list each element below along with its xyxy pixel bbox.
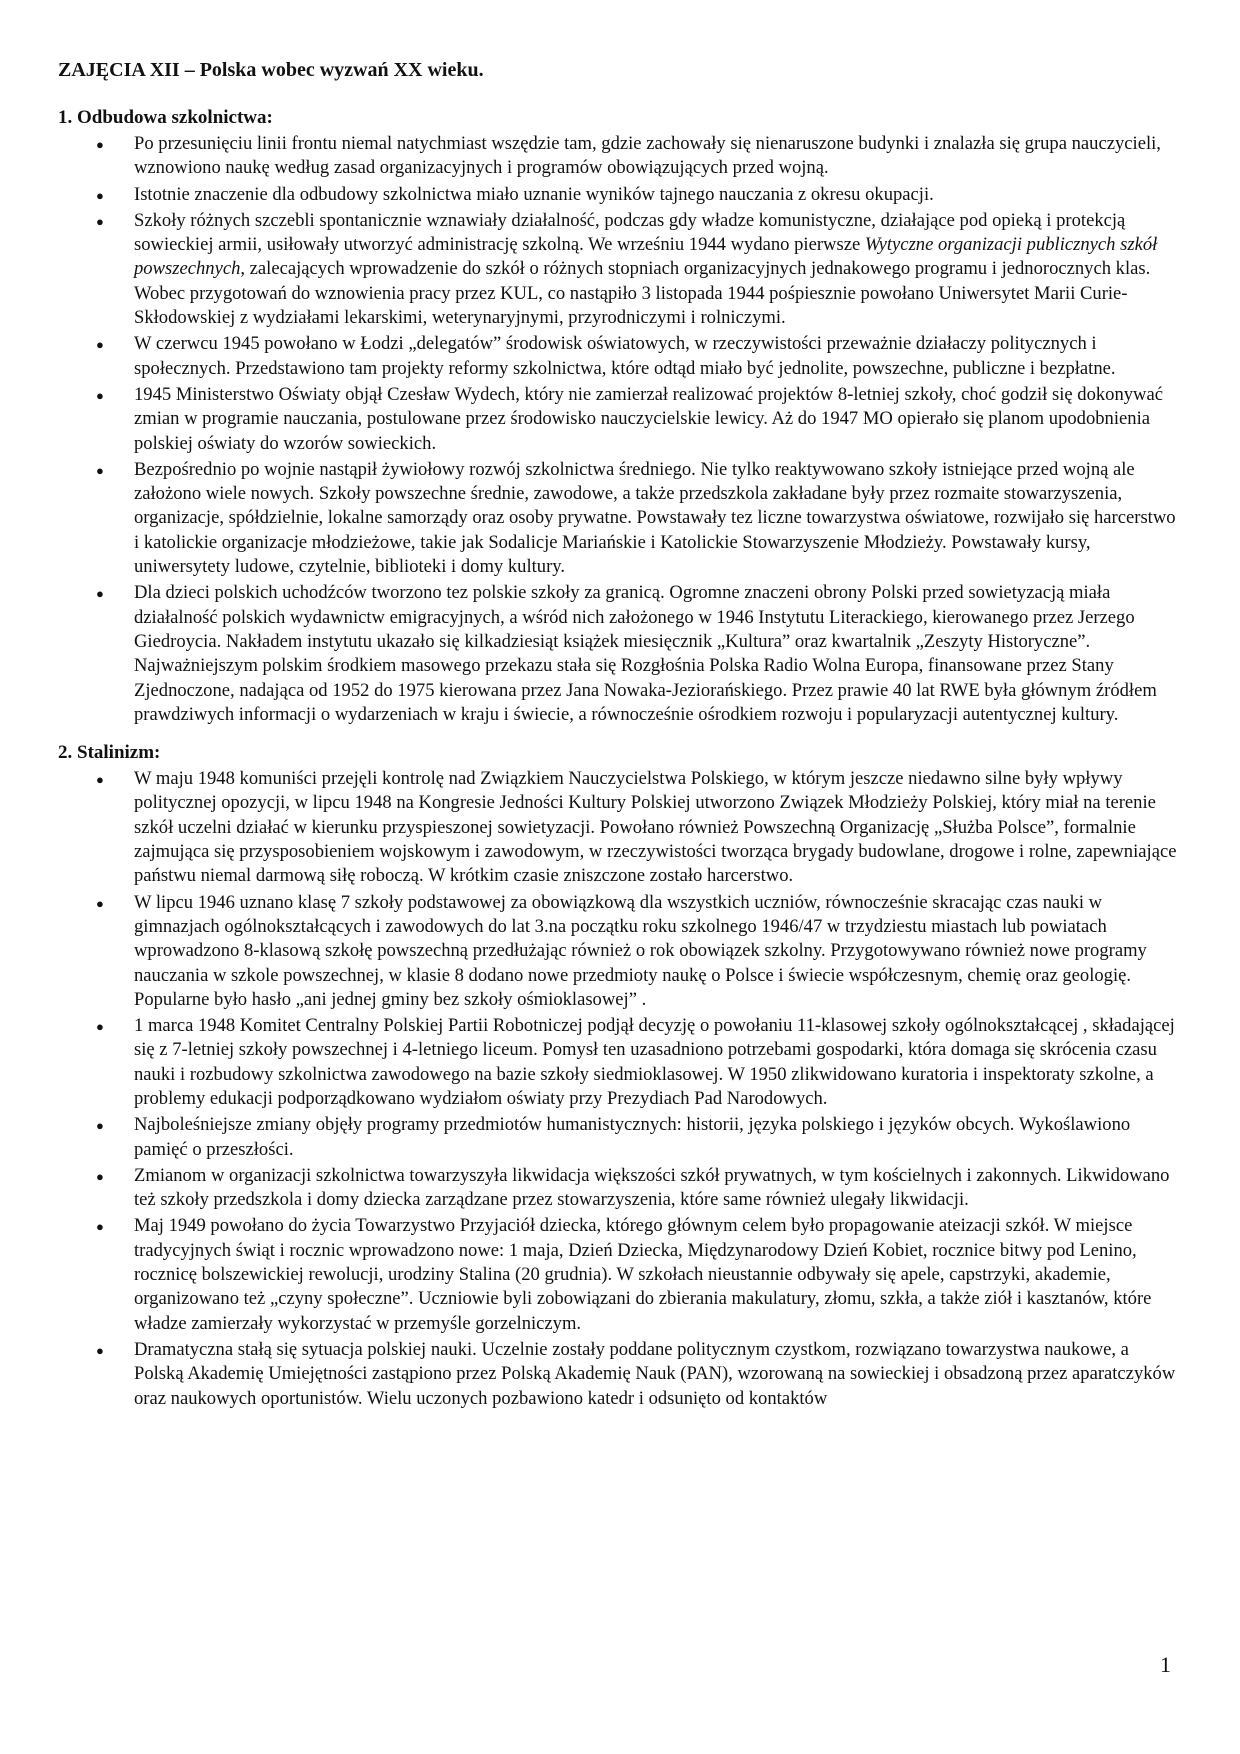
bullet-icon: ●: [96, 1342, 104, 1358]
bullet-icon: ●: [96, 462, 104, 478]
list-item-text: W czerwcu 1945 powołano w Łodzi „delegatów” środowisk oświatowych, w rzeczywistości przeważnie działaczy politycznych i społecznych. Przedstawiono tam projekty reformy szkolnictwa, które odtąd miało być jednolite, powszechne, publiczne i bezpłatne.: [134, 333, 1116, 379]
list-item: [58, 332, 1183, 381]
list-item: [58, 383, 1183, 456]
list-item: [58, 1164, 1183, 1213]
bullet-list: [58, 767, 1183, 1411]
bullet-icon: ●: [96, 1168, 104, 1184]
list-item: [58, 458, 1183, 579]
list-item: [58, 1113, 1183, 1162]
bullet-icon: ●: [96, 586, 104, 602]
section-heading: 2. Stalinizm:: [58, 742, 161, 764]
list-item: [58, 1338, 1183, 1411]
section-heading: 1. Odbudowa szkolnictwa:: [58, 107, 273, 128]
bullet-icon: ●: [96, 337, 104, 353]
document-title: ZAJĘCIA XII – Polska wobec wyzwań XX wieku.: [58, 59, 484, 81]
list-item: [58, 581, 1183, 727]
list-item-text: W maju 1948 komuniści przejęli kontrolę nad Związkiem Nauczycielstwa Polskiego, w którym jeszcze niedawno silne były wpływy politycznej opozycji, w lipcu 1948 na Kongresie Jedności Kultury Polskiej utworzono Związek Młodzieży Polskiej, który miał na terenie szkół uczelni działać w kierunku przyspieszonej sowietyzacji. Powołano również Powszechną Organizację „Służba Polsce”, formalnie zajmująca się przysposobieniem wojskowym i zawodowym, w rzeczywistości tworząca brygady budowlane, drogowe i rolne, zapewniające państwu niemal darmową siłę roboczą. W krótkim czasie zniszczone zostało harcerstwo.: [134, 768, 1177, 887]
list-item-text: Dramatyczna stałą się sytuacja polskiej nauki. Uczelnie zostały poddane politycznym czystkom, rozwiązano towarzystwa naukowe, a Polską Akademię Umiejętności zastąpiono przez Polską Akademię Nauk (PAN), wzorowaną na sowieckiej i obsadzoną przez aparatczyków oraz naukowych oportunistów. Wielu uczonych pozbawiono katedr i odsunięto od kontaktów: [134, 1338, 1176, 1409]
bullet-icon: ●: [96, 387, 104, 403]
list-item: [58, 209, 1183, 330]
bullet-icon: ●: [96, 187, 104, 203]
bullet-icon: ●: [96, 213, 104, 229]
list-item-text: , zalecających wprowadzenie do szkół o różnych stopniach organizacyjnych jednakowego programu i jednorocznych klas. Wobec przygotowań do wznowienia pracy przez KUL, co nastąpiło 3 listopada 1944 pośpiesznie powołano Uniwersytet Marii Curie-Skłodowskiej z wydziałami lekarskimi, weterynaryjnymi, przyrodniczymi i rolniczymi.: [134, 258, 1151, 329]
bullet-icon: ●: [96, 1118, 104, 1134]
bullet-icon: ●: [96, 137, 104, 152]
document-page: [58, 58, 1183, 1411]
list-item-text: Szkoły różnych szczebli spontanicznie wznawiały działalność, podczas gdy władze komunistyczne, działające pod opieką i protekcją sowieckiej armii, usiłowały utworzyć administrację szkolną. We wrześniu 1944 wydano pierwsze: [134, 209, 1126, 256]
bullet-icon: ●: [96, 1019, 104, 1035]
list-item: [58, 1214, 1183, 1335]
list-item-text: 1 marca 1948 Komitet Centralny Polskiej Partii Robotniczej podjął decyzję o powołaniu 11-klasowej szkoły ogólnokształcącej , składającej się z 7-letniej szkoły powszechnej i 4-letniego liceum. Pomysł ten uzasadniono potrzebami gospodarki, która domaga się skrócenia czasu nauki i rozbudowy szkolnictwa zawodowego na bazie szkoły siedmioklasowej. W 1950 zlikwidowano kuratoria i inspektoraty szkolne, a problemy edukacji podporządkowano wydziałom oświaty przy Prezydiach Pad Narodowych.: [134, 1015, 1175, 1109]
bullet-list: [58, 132, 1183, 727]
italic-document-title: Wytyczne organizacji publicznych szkół powszechnych: [134, 234, 1158, 280]
bullet-icon: ●: [96, 1219, 104, 1235]
bullet-icon: ●: [96, 772, 104, 788]
bullet-icon: ●: [96, 895, 104, 911]
page-number: 1: [1160, 1652, 1171, 1677]
list-item: [58, 767, 1183, 888]
list-item-text: Po przesunięciu linii frontu niemal natychmiast wszędzie tam, gdzie zachowały się nienaruszone budynki i znalazła się grupa nauczycieli, wznowiono naukę według zasad organizacyjnych i programów obowiązujących przed wojną.: [134, 133, 1161, 179]
list-item-text: Najboleśniejsze zmiany objęły programy przedmiotów humanistycznych: historii, języka polskiego i języków obcych. Wykoślawiono pamięć o przeszłości.: [134, 1114, 1131, 1160]
list-item-text: 1945 Ministerstwo Oświaty objął Czesław Wydech, który nie zamierzał realizować projektów 8-letniej szkoły, choć godził się dokonywać zmian w programie nauczania, postulowane przez środowisko nauczycielskie lewicy. Aż do 1947 MO opierało się planom upodobnienia polskiej oświaty do wzorów sowieckich.: [134, 383, 1163, 454]
list-item-text: Maj 1949 powołano do życia Towarzystwo Przyjaciół dziecka, którego głównym celem było propagowanie ateizacji szkół. W miejsce tradycyjnych świąt i rocznic wprowadzono nowe: 1 maja, Dzień Dziecka, Międzynarodowy Dzień Kobiet, rocznice bitwy pod Lenino, rocznicę bolszewickiej rewolucji, urodziny Stalina (20 grudnia). W szkołach nieustannie odbywały się apele, capstrzyki, akademie, organizowano też „czyny społeczne”. Uczniowie byli zobowiązani do zbierania makulatury, złomu, szkła, a także ziół i kasztanów, które władze zamierzały wykorzystać w przemyśle gorzelniczym.: [134, 1215, 1152, 1334]
list-item: [58, 1014, 1183, 1111]
list-item-text: Dla dzieci polskich uchodźców tworzono tez polskie szkoły za granicą. Ogromne znaczeni obrony Polski przed sowietyzacją miała działalność polskich wydawnictw emigracyjnych, a wśród nich założonego w 1946 Instytutu Literackiego, kierowanego przez Jerzego Giedroycia. Nakładem instytutu ukazało się kilkadziesiąt książek miesięcznik „Kultura” oraz kwartalnik „Zeszyty Historyczne”. Najważniejszym polskim środkiem masowego przekazu stała się Rozgłośnia Polska Radio Wolna Europa, finansowane przez Stany Zjednoczone, nadająca od 1952 do 1975 kierowana przez Jana Nowaka-Jeziorańskiego. Przez prawie 40 lat RWE była głównym źródłem prawdziwych informacji o wydarzeniach w kraju i świecie, a równocześnie ośrodkiem rozwoju i popularyzacji autentycznej kultury.: [134, 582, 1157, 725]
list-item-text: W lipcu 1946 uznano klasę 7 szkoły podstawowej za obowiązkową dla wszystkich uczniów, równocześnie skracając czas nauki w gimnazjach ogólnokształcących i zawodowych do lat 3.na początku roku szkolnego 1946/47 w trzydziestu miastach lub powiatach wprowadzono 8-klasową szkołę powszechną przedłużając również o rok obowiązek szkolny. Przygotowywano również nowe programy nauczania w szkole powszechnej, w klasie 8 dodano nowe przedmioty naukę o Polsce i świecie współczesnym, chemię oraz geologię. Popularne było hasło „ani jednej gminy bez szkoły ośmioklasowej” .: [134, 891, 1147, 1010]
list-item: [58, 183, 1183, 207]
list-item-text: Zmianom w organizacji szkolnictwa towarzyszyła likwidacja większości szkół prywatnych, w tym kościelnych i zakonnych. Likwidowano też szkoły przedszkola i domy dziecka zarządzane przez stowarzyszenia, które same również ulegały likwidacji.: [134, 1164, 1170, 1211]
list-item: [58, 132, 1183, 181]
list-item-text: Bezpośrednio po wojnie nastąpił żywiołowy rozwój szkolnictwa średniego. Nie tylko reaktywowano szkoły istniejące przed wojną ale założono wiele nowych. Szkoły powszechne średnie, zawodowe, a także przedszkola zakładane były przez rozmaite stowarzyszenia, organizacje, spółdzielnie, lokalne samorządy oraz osoby prywatne. Powstawały tez liczne towarzystwa oświatowe, rozwijało się harcerstwo i katolickie organizacje młodzieżowe, takie jak Sodalicje Mariańskie i Katolickie Stowarzyszenie Młodzieży. Powstawały kursy, uniwersytety ludowe, czytelnie, biblioteki i domy kultury.: [134, 458, 1176, 578]
section-odbudowa: [58, 106, 1183, 727]
list-item: [58, 891, 1183, 1012]
list-item-text: Istotnie znaczenie dla odbudowy szkolnictwa miało uznanie wyników tajnego nauczania z okresu okupacji.: [134, 183, 934, 205]
section-stalinizm: [58, 741, 1183, 1411]
